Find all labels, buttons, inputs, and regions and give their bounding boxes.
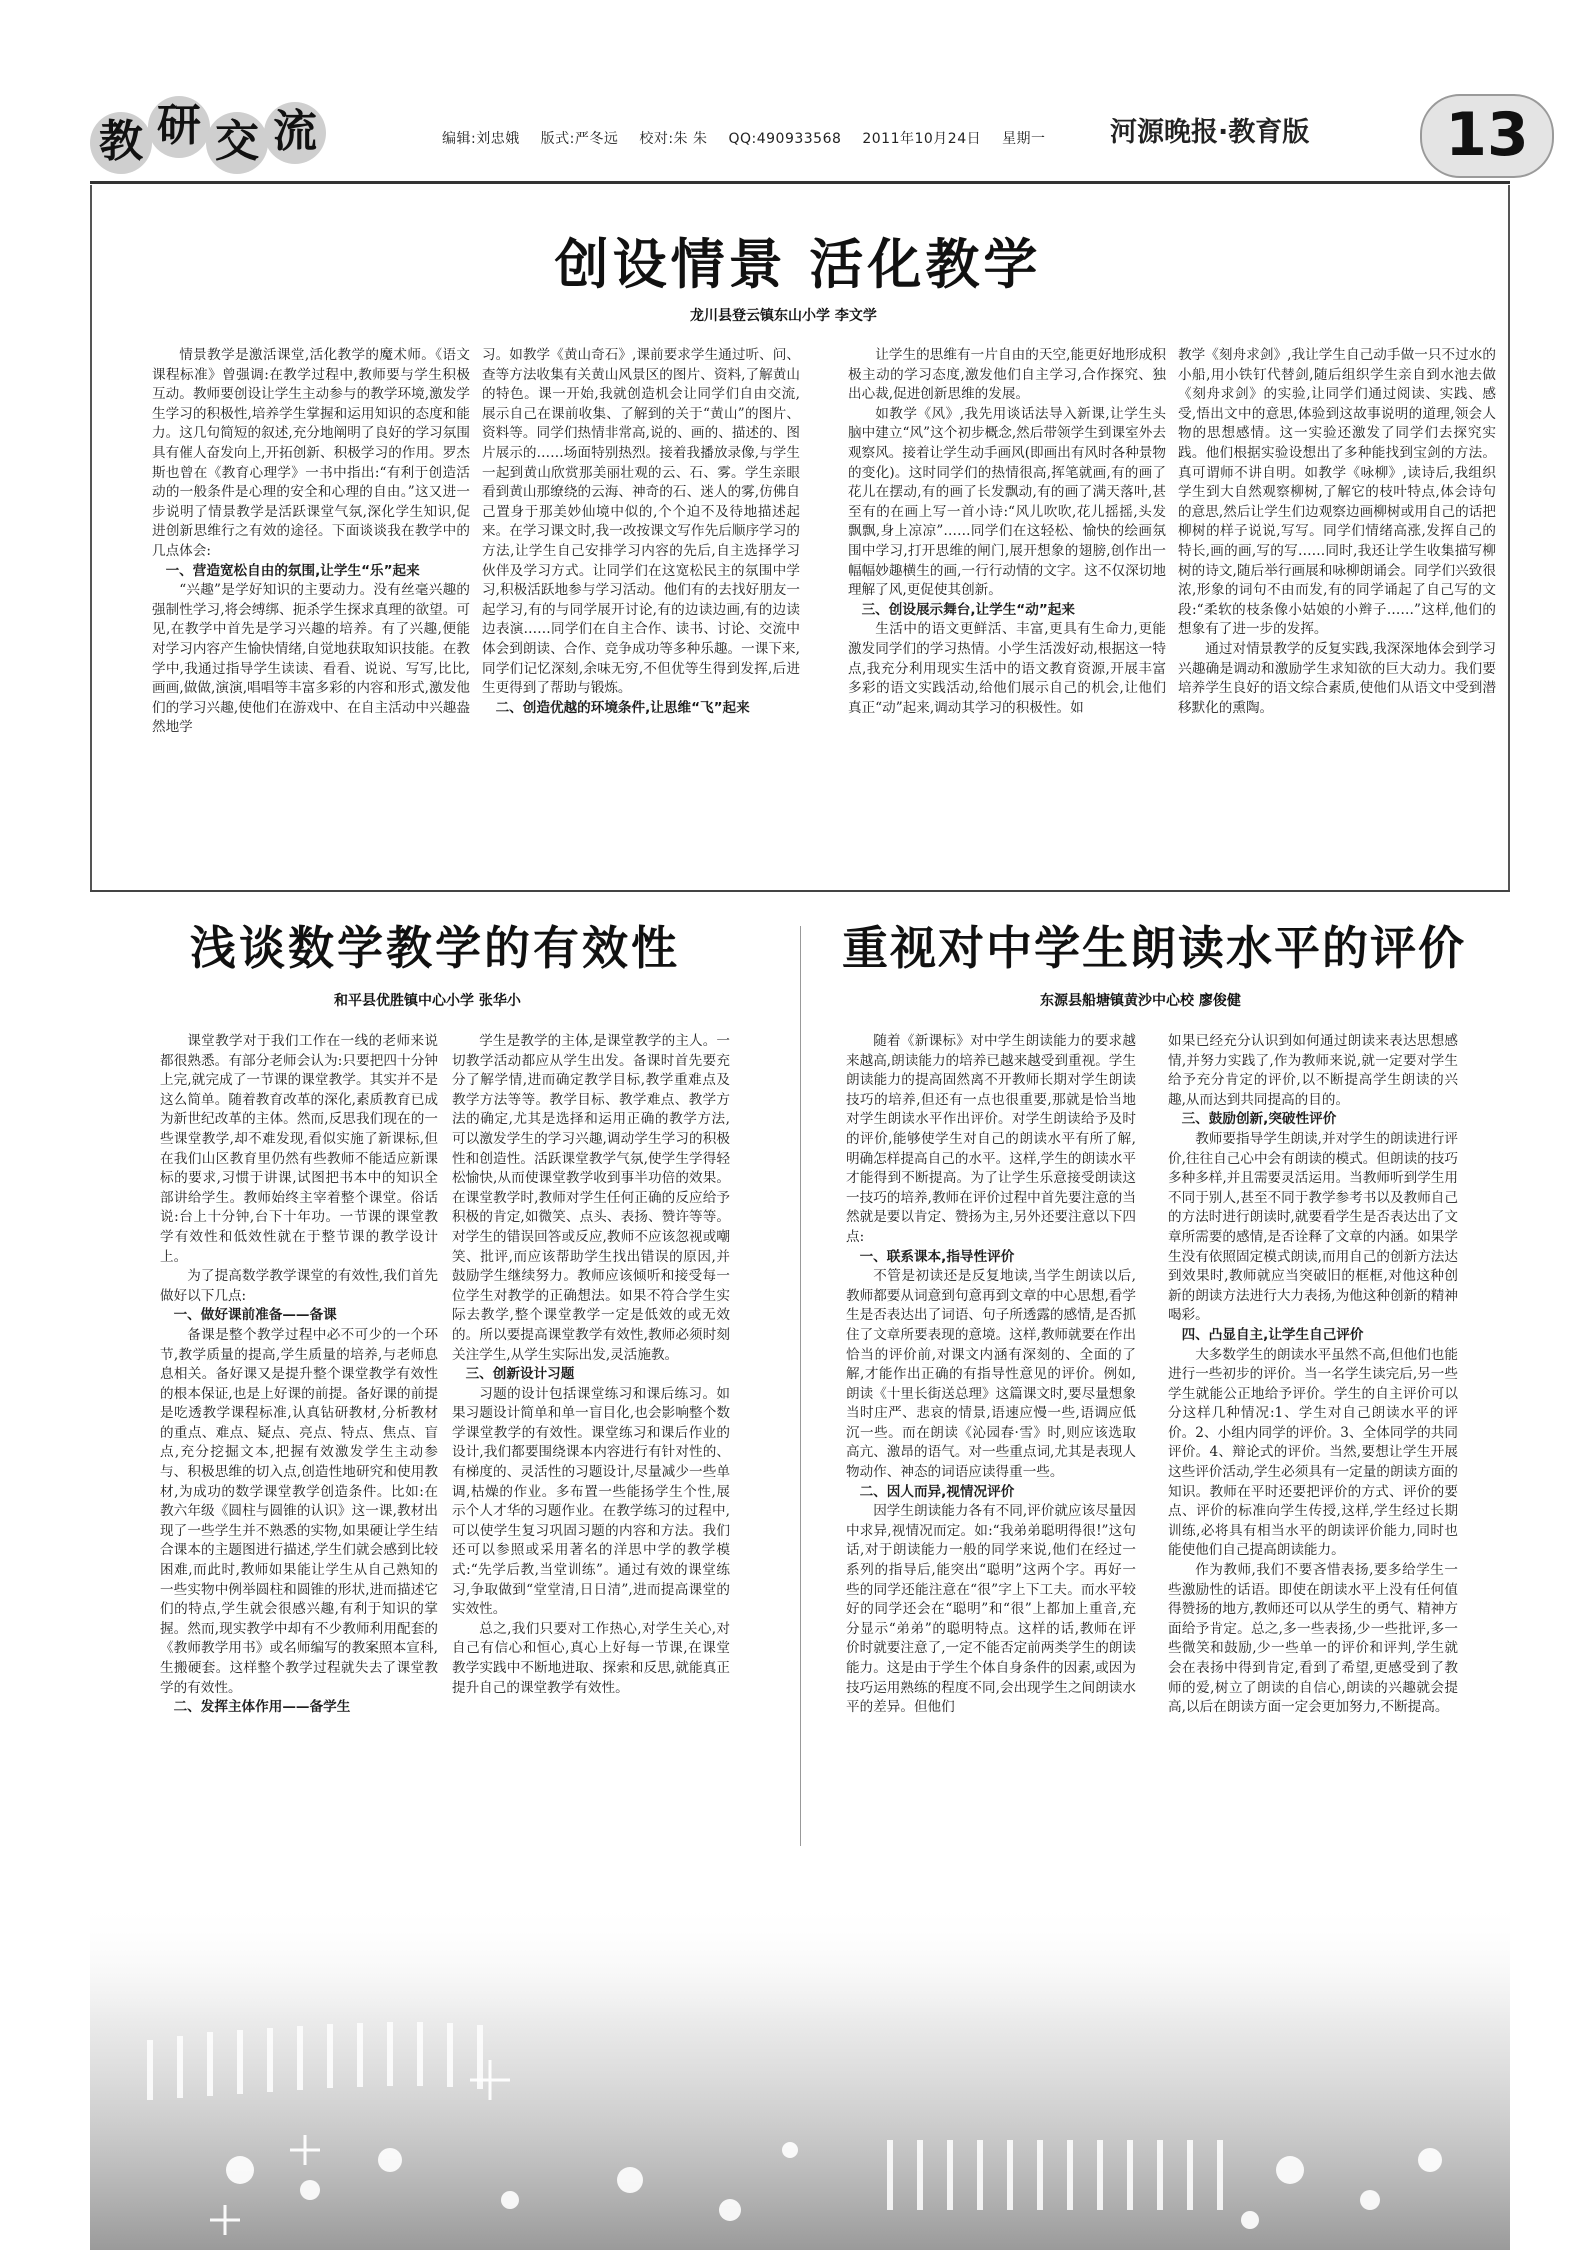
paragraph: “兴趣”是学好知识的主要动力。没有丝毫兴趣的强制性学习,将会缚绑、扼杀学生探求真理的欲望。可见,在教学中首先是学习兴趣的培养。有了兴趣,便能对学习内容产生愉快情绪,自觉地获取知识技能。在教学中,我通过指导学生读读、看看、说说、写写,比比,画画,做做,演演,唱唱等丰富多彩的内容和形式,激发他们的学习兴趣,使他们在游戏中、在自主活动中兴趣盎然地学 — [152, 582, 470, 736]
section-char: 研 — [148, 96, 210, 158]
article2-title: 浅谈数学教学的有效性 — [190, 921, 680, 975]
column-divider — [800, 926, 801, 1846]
subheading: 三、创新设计习题 — [465, 1366, 575, 1383]
qq-number: QQ:490933568 — [728, 131, 842, 147]
subheading: 三、创设展示舞台,让学生“动”起来 — [861, 601, 1075, 618]
paragraph: 教师要指导学生朗读,并对学生的朗读进行评价,往往自己心中会有朗读的模式。但朗读的技巧多种多样,并且需要灵活运用。当教师听到学生用不同于别人,甚至不同于教学参考书以及教师自己的方法时进行朗读时,就要看学生是否表达出了文章所需要的感情,是否诠释了文章的内涵。如果学生没有依照固定模式朗读,而用自己的创新方法达到效果时,教师就应当突破旧的框框,对他这种创新的朗读方法进行大力表扬,为他这种创新的精神喝彩。 — [1168, 1130, 1458, 1324]
paragraph: 习题的设计包括课堂练习和课后练习。如果习题设计简单和单一盲目化,也会影响整个数学课堂教学的有效性。课堂练习和课后作业的设计,我们都要围绕课本内容进行有针对性的、有梯度的、灵活性的习题设计,尽量减少一些单调,枯燥的作业。多布置一些能扬学生个性,展示个人才华的习题作业。在教学练习的过程中,可以使学生复习巩固习题的内容和方法。我们还可以参照或采用著名的洋思中学的教学模式:“先学后教,当堂训练”。通过有效的课堂练习,争取做到“堂堂清,日日清”,进而提高课堂的实效性。 — [452, 1385, 730, 1618]
subheading: 一、联系课本,指导性评价 — [859, 1248, 1015, 1265]
paragraph: 让学生的思维有一片自由的天空,能更好地形成积极主动的学习态度,激发他们自主学习,合作探究、独出心裁,促进创新思维的发展。 — [848, 347, 1166, 403]
paragraph: 生活中的语文更鲜活、丰富,更具有生命力,更能激发同学们的学习热情。小学生活泼好动,根据这一特点,我充分利用现实生活中的语文教育资源,开展丰富多彩的语文实践活动,给他们展示自己的机会,让他们真正“动”起来,调动其学习的积极性。如 — [848, 621, 1166, 716]
article1-byline: 龙川县登云镇东山小学 李文学 — [690, 308, 877, 324]
article3-byline: 东源县船塘镇黄沙中心校 廖俊健 — [1040, 993, 1241, 1009]
page-header — [90, 88, 1529, 178]
paragraph: 通过对情景教学的反复实践,我深深地体会到学习兴趣确是调动和激励学生求知欲的巨大动力。我们要培养学生良好的语文综合素质,使他们从语文中受到潜移默化的熏陶。 — [1178, 640, 1496, 716]
article2-byline: 和平县优胜镇中心小学 张华小 — [334, 993, 521, 1009]
section-char: 交 — [206, 112, 268, 174]
decorative-flower-illustration — [90, 1840, 1510, 2250]
subheading: 一、做好课前准备——备课 — [173, 1307, 337, 1324]
section-char: 流 — [264, 102, 326, 164]
paragraph: 备课是整个教学过程中必不可少的一个环节,教学质量的提高,学生质量的培养,与老师息息相关。备好课又是提升整个课堂教学有效性的根本保证,也是上好课的前提。备好课的前提是吃透教学课程标准,认真钻研教材,分析教材的重点、难点、疑点、亮点、特点、焦点、盲点,充分挖掘文本,把握有效激发学生主动参与、积极思维的切入点,创造性地研究和使用教材,为成功的数学课堂教学创造条件。比如:在教六年级《圆柱与圆锥的认识》这一课,教材出现了一些学生并不熟悉的实物,如果硬让学生结合课本的主题图进行描述,学生们就会感到比较困难,而此时,教师如果能让学生从自己熟知的一些实物中例举圆柱和圆锥的形状,进而描述它们的特点,学生就会很感兴趣,有利于知识的掌握。然而,现实教学中却有不少教师利用配套的《教师教学用书》或名师编写的教案照本宣科,生搬硬套。这样整个教学过程就失去了课堂教学的有效性。 — [160, 1326, 438, 1696]
newspaper-brand: 河源晚报·教育版 — [1110, 117, 1310, 148]
section-divider — [90, 890, 1510, 892]
paragraph: 作为教师,我们不要吝惜表扬,要多给学生一些激励性的话语。即使在朗读水平上没有任何值得赞扬的地方,教师还可以从学生的勇气、精神方面给予肯定。总之,多一些表扬,少一些批评,多一些微笑和鼓励,少一些单一的评价和评判,学生就会在表扬中得到肯定,看到了希望,更感受到了教师的爱,树立了朗读的自信心,朗读的兴趣就会提高,以后在朗读方面一定会更加努力,不断提高。 — [1168, 1562, 1458, 1716]
subheading: 二、创造优越的环境条件,让思维“飞”起来 — [495, 699, 750, 716]
article1-column-2 — [482, 346, 800, 876]
article1-title: 创设情景 活化教学 — [554, 233, 1042, 296]
proofreader: 校对:朱 朱 — [639, 131, 708, 147]
subheading: 三、鼓励创新,突破性评价 — [1181, 1111, 1337, 1128]
paragraph: 为了提高数学教学课堂的有效性,我们首先做好以下几点: — [160, 1268, 438, 1304]
paragraph: 总之,我们只要对工作热心,对学生关心,对自己有信心和恒心,真心上好每一节课,在课堂教学实践中不断地进取、探索和反思,就能真正提升自己的课堂教学有效性。 — [452, 1620, 730, 1696]
issue-date: 2011年10月24日 — [862, 131, 982, 147]
article2-column-1 — [160, 1032, 438, 1867]
paragraph: 教学《刻舟求剑》,我让学生自己动手做一只不过水的小船,用小铁钉代替剑,随后组织学生亲自到水池去做《刻舟求剑》的实验,让同学们通过阅读、实践、感受,悟出文中的意思,体验到这故事说明的道理,领会人物的思想感情。这一实验还激发了同学们去探究实践。他们根据实验设想出了多种能找到宝剑的方法。真可谓师不讲自明。如教学《咏柳》,读诗后,我组织学生到大自然观察柳树,了解它的枝叶特点,体会诗句的意思,然后让学生们边观察边画柳树或用自己的话把柳树的样子说说,写写。同学们情绪高涨,发挥自己的特长,画的画,写的写……同时,我还让学生收集描写柳树的诗文,随后举行画展和咏柳朗诵会。同学们兴致很浓,形象的词句不由而发,有的同学诵起了自己写的文段:“柔软的枝条像小姑娘的小辫子……”这样,他们的想象有了进一步的发挥。 — [1178, 347, 1496, 638]
paragraph: 学生是教学的主体,是课堂教学的主人。一切教学活动都应从学生出发。备课时首先要充分了解学情,进而确定教学目标,教学重难点及教学方法等等。教学目标、教学难点、教学方法的确定,尤其是选择和运用正确的教学方法,可以激发学生的学习兴趣,调动学生学习的积极性和创造性。活跃课堂教学气氛,使学生学得轻松愉快,从而使课堂教学收到事半功倍的效果。在课堂教学时,教师对学生任何正确的反应给予积极的肯定,如微笑、点头、表扬、赞许等等。对学生的错误回答或反应,教师不应该忽视或嘲笑、批评,而应该帮助学生找出错误的原因,并鼓励学生继续努力。教师应该倾听和接受每一位学生对教学的正确想法。如果不符合学生实际去教学,整个课堂教学一定是低效的或无效的。所以要提高课堂教学有效性,教师必须时刻关注学生,从学生实际出发,灵活施教。 — [452, 1033, 730, 1363]
subheading: 二、发挥主体作用——备学生 — [173, 1699, 351, 1716]
paragraph: 大多数学生的朗读水平虽然不高,但他们也能进行一些初步的评价。当一名学生读完后,另一些学生就能公正地给予评价。学生的自主评价可以分这样几种情况:1、学生对自己朗读水平的评价。2、小组内同学的评价。3、全体同学的共同评价。4、辩论式的评价。当然,要想让学生开展这些评价活动,学生必须具有一定量的朗读方面的知识。教师在平时还要把评价的方式、评价的要点、评价的标准向学生传授,这样,学生经过长期训练,必将具有相当水平的朗读评价能力,同时也能使他们自己提高朗读能力。 — [1168, 1346, 1458, 1559]
paragraph: 如果已经充分认识到如何通过朗读来表达思想感情,并努力实践了,作为教师来说,就一定要对学生给予充分肯定的评价,以不断提高学生朗读的兴趣,从而达到共同提高的目的。 — [1168, 1033, 1458, 1108]
section-logo — [90, 98, 350, 178]
article3-column-2 — [1168, 1032, 1458, 1867]
paragraph: 因学生朗读能力各有不同,评价就应该尽量因中求异,视情况而定。如:“我弟弟聪明得很!”这句话,对于朗读能力一般的同学来说,他们在经过一系列的指导后,能突出“聪明”这两个字。再好一些的同学还能注意在“很”字上下工夫。而水平较好的同学还会在“聪明”和“很”上都加上重音,充分显示“弟弟”的聪明特点。这样的话,教师在评价时就要注意了,一定不能否定前两类学生的朗读能力。这是由于学生个体自身条件的因素,或因为技巧运用熟练的程度不同,会出现学生之间朗读水平的差异。但他们 — [846, 1503, 1136, 1716]
article3-column-1 — [846, 1032, 1136, 1867]
article3-title: 重视对中学生朗读水平的评价 — [842, 921, 1466, 975]
paragraph: 习。如教学《黄山奇石》,课前要求学生通过听、问、查等方法收集有关黄山风景区的图片、资料,了解黄山的特色。课一开始,我就创造机会让同学们自由交流,展示自己在课前收集、了解到的关于“黄山”的图片、资料等。同学们热情非常高,说的、画的、描述的、图片展示的……场面特别热烈。接着我播放录像,与学生一起到黄山欣赏那美丽壮观的云、石、雾。学生亲眼看到黄山那缭绕的云海、神奇的石、迷人的雾,仿佛自己置身于那美妙仙境中似的,个个迫不及待地描述起来。在学习课文时,我一改按课文写作先后顺序学习的方法,让学生自己安排学习内容的先后,自主选择学习伙伴及学习方式。让同学们在这宽松民主的氛围中学习,积极活跃地参与学习活动。他们有的去找好朋友一起学习,有的与同学展开讨论,有的边读边画,有的边读边表演……同学们在自主合作、读书、讨论、交流中体会到朗读、合作、竞争成功等多种乐趣。一课下来,同学们记忆深刻,余味无穷,不但优等生得到发挥,后进生更得到了帮助与锻炼。 — [482, 347, 800, 697]
page-number-badge — [1420, 94, 1554, 178]
article1-column-1 — [152, 346, 470, 876]
paragraph: 情景教学是激活课堂,活化教学的魔术师。《语文课程标准》曾强调:在教学过程中,教师要与学生积极互动。教师要创设让学生主动参与的教学环境,激发学生学习的积极性,培养学生掌握和运用知识的态度和能力。这几句简短的叙述,充分地阐明了良好的学习氛围具有催人奋发向上,开拓创新、积极学习的作用。罗杰斯也曾在《教育心理学》一书中指出:“有利于创造活动的一般条件是心理的安全和心理的自由。”这又进一步说明了情景教学是活跃课堂气氛,深化学生知识,促进创新思维行之有效的途径。下面谈谈我在教学中的几点体会: — [152, 347, 470, 559]
masthead-meta — [442, 128, 1062, 148]
page-number: 13 — [1445, 100, 1529, 170]
paragraph: 如教学《风》,我先用谈话法导入新课,让学生头脑中建立“风”这个初步概念,然后带领学生到课室外去观察风。接着让学生动手画风(即画出有风时各种景物的变化)。这时同学们的热情很高,挥笔就画,有的画了花儿在摆动,有的画了长发飘动,有的画了满天落叶,甚至有的在画上写一首小诗:“风儿吹吹,花儿摇摇,头发飘飘,身上凉凉”……同学们在这轻松、愉快的绘画氛围中学习,打开思维的闸门,展开想象的翅膀,创作出一幅幅妙趣横生的画,一行行动情的文字。这不仅深切地理解了风,更促使其创新。 — [848, 405, 1166, 599]
subheading: 四、凸显自主,让学生自己评价 — [1181, 1326, 1364, 1343]
weekday: 星期一 — [1002, 131, 1046, 147]
subheading: 一、营造宽松自由的氛围,让学生“乐”起来 — [165, 562, 420, 579]
editor: 编辑:刘忠娥 — [442, 131, 520, 147]
layout-editor: 版式:严冬远 — [540, 131, 619, 147]
subheading: 二、因人而异,视情况评价 — [859, 1483, 1015, 1500]
article1-column-3 — [848, 346, 1166, 876]
paragraph: 不管是初读还是反复地读,当学生朗读以后,教师都要从词意到句意再到文章的中心思想,看学生是否表达出了词语、句子所透露的感情,是否抓住了文章所要表现的意境。这样,教师就要在作出恰当的评价前,对课文内涵有深刻的、全面的了解,才能作出正确的有指导性意见的评价。例如,朗读《十里长街送总理》这篇课文时,要尽量想象当时庄严、悲哀的情景,语速应慢一些,语调应低沉一些。而在朗读《沁园春·雪》时,则应该选取高亢、激昂的语气。对一些重点词,尤其是表现人物动作、神态的词语应读得重一些。 — [846, 1268, 1136, 1481]
article2-column-2 — [452, 1032, 730, 1867]
paragraph: 课堂教学对于我们工作在一线的老师来说都很熟悉。有部分老师会认为:只要把四十分钟上完,就完成了一节课的课堂教学。其实并不是这么简单。随着教育改革的深化,素质教育已成为新世纪改革的主体。然而,反思我们现在的一些课堂教学,却不难发现,看似实施了新课标,但在我们山区教育里仍然有些教师不能适应新课标的要求,习惯于讲课,试图把书本中的知识全部讲给学生。教师始终主宰着整个课堂。俗话说:台上十分钟,台下十年功。一节课的课堂教学有效性和低效性就在于整节课的教学设计上。 — [160, 1033, 438, 1265]
section-char: 教 — [90, 112, 152, 174]
paragraph: 随着《新课标》对中学生朗读能力的要求越来越高,朗读能力的培养已越来越受到重视。学生朗读能力的提高固然离不开教师长期对学生朗读技巧的培养,但还有一点也很重要,那就是恰当地对学生朗读水平作出评价。对学生朗读给予及时的评价,能够使学生对自己的朗读水平有所了解,明确怎样提高自己的水平。这样,学生的朗读水平才能得到不断提高。为了让学生乐意接受朗读这一技巧的培养,教师在评价过程中首先要注意的当然就是要以肯定、赞扬为主,另外还要注意以下四点: — [846, 1033, 1136, 1245]
article1-column-4 — [1178, 346, 1496, 876]
header-rule — [90, 181, 1510, 184]
